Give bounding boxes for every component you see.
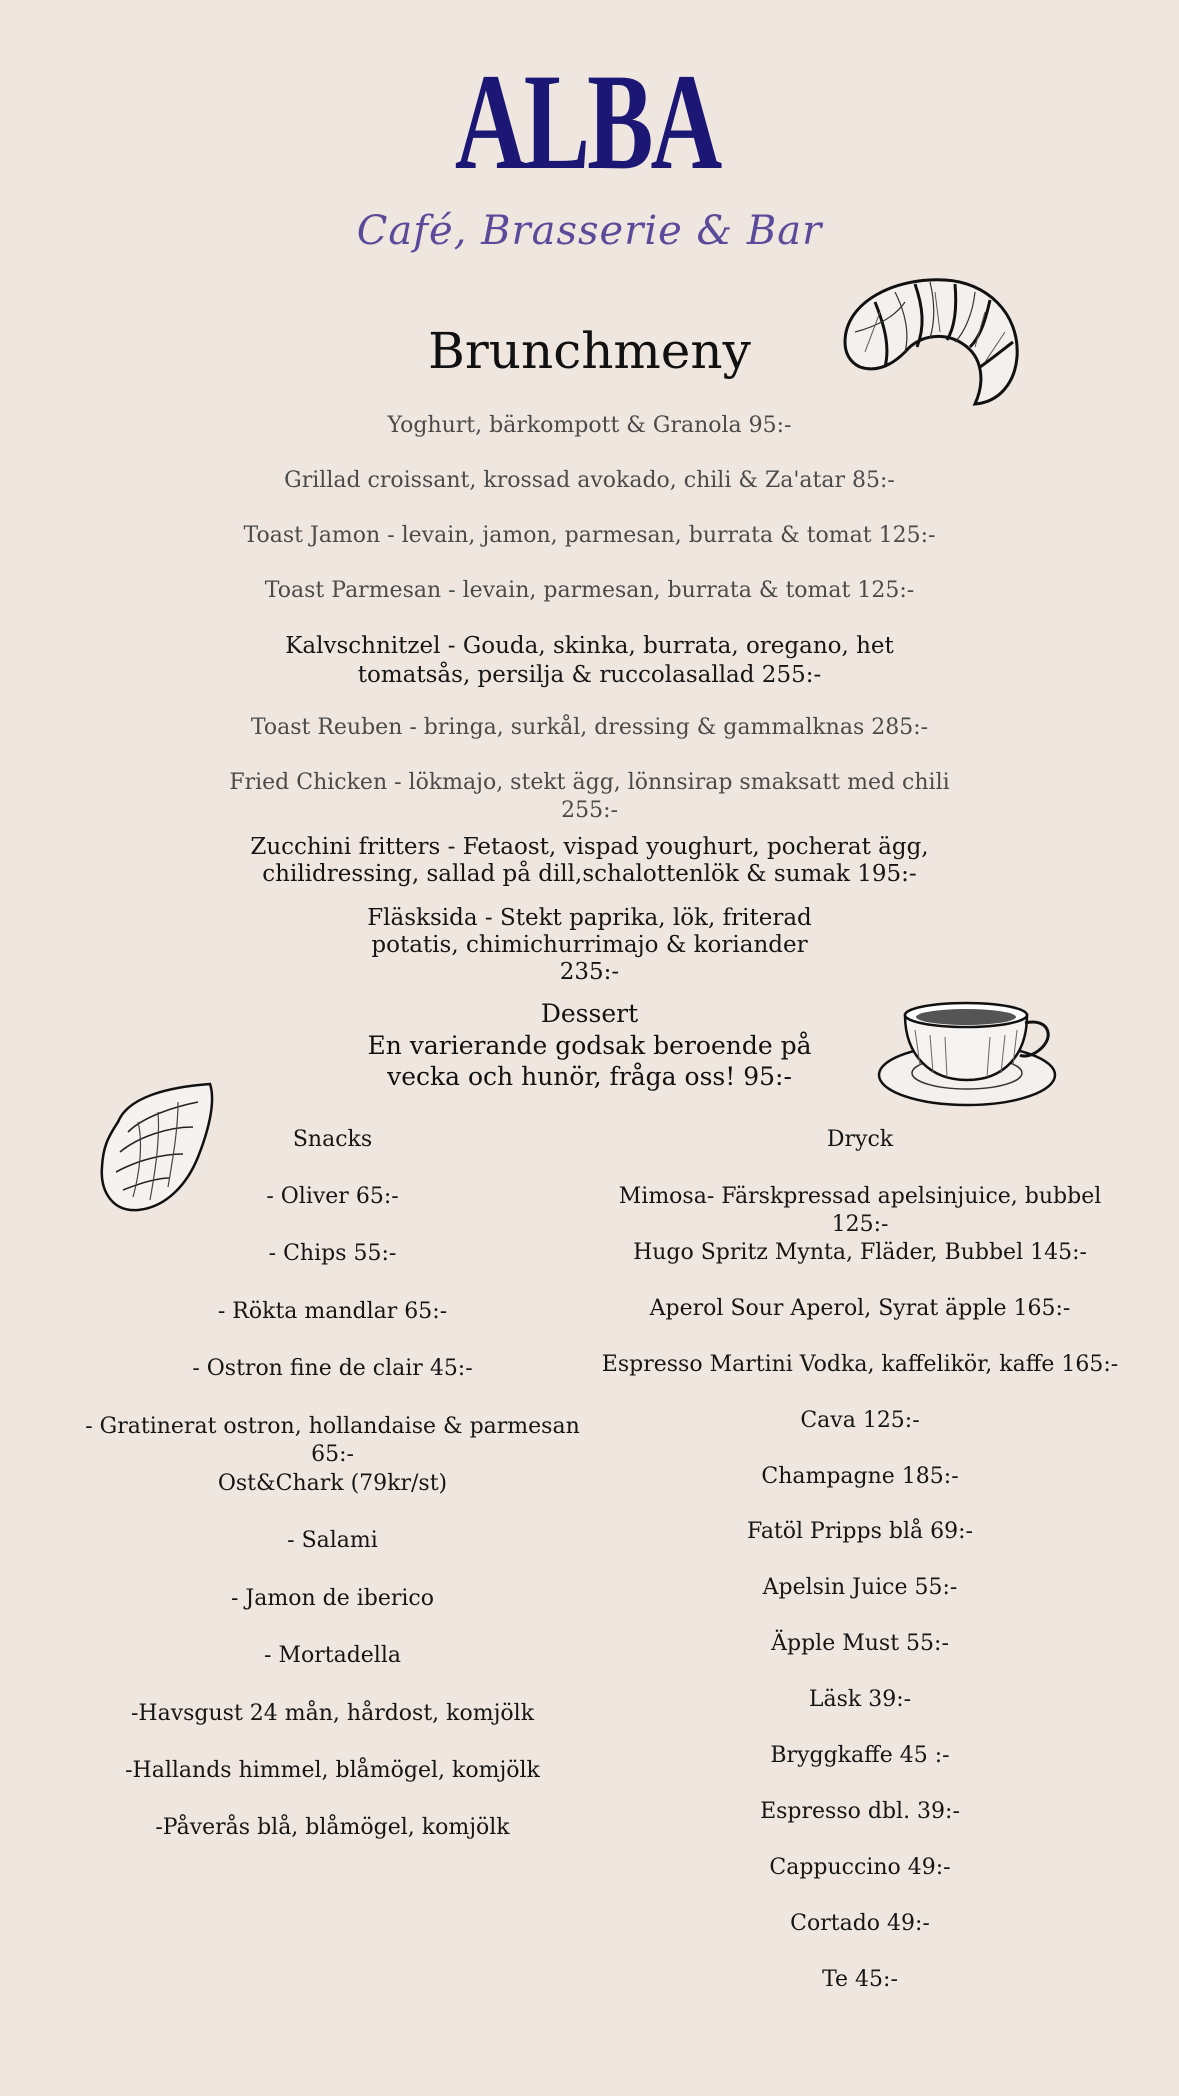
brunch-item-line: Toast Parmesan - levain, parmesan, burrata & tomat 125:-: [264, 578, 915, 603]
snack-item: - Gratinerat ostron, hollandaise & parmesan 65:-: [85, 1413, 580, 1467]
snack-item: - Chips 55:-: [268, 1241, 397, 1267]
snack-item: -Hallands himmel, blåmögel, komjölk: [125, 1758, 540, 1783]
drinks-section: [595, 1126, 1125, 2006]
snack-item: - Jamon de iberico: [231, 1585, 434, 1611]
brunch-item-line: Fläsksida - Stekt paprika, lök, friterad: [367, 905, 812, 931]
dessert-line: En varierande godsak beroende på: [367, 1031, 812, 1060]
brunch-item-line: Yoghurt, bärkompott & Granola 95:-: [387, 413, 792, 438]
croissant-icon: [835, 272, 1025, 412]
snack-item: -Påverås blå, blåmögel, komjölk: [155, 1815, 510, 1841]
brunch-item-line: Fried Chicken - lökmajo, stekt ägg, lönnsirap smaksatt med chili: [229, 770, 950, 795]
brunch-item-line: tomatsås, persilja & ruccolasallad 255:-: [357, 662, 822, 688]
brunch-item-line: Toast Jamon - levain, jamon, parmesan, burrata & tomat 125:-: [243, 523, 936, 548]
dessert-line: vecka och hunör, fråga oss! 95:-: [387, 1062, 792, 1091]
snack-item: - Ostron fine de clair 45:-: [192, 1356, 473, 1382]
snacks-section: [70, 1126, 595, 1866]
drink-item: Espresso Martini Vodka, kaffelikör, kaffe 165:-: [601, 1351, 1119, 1377]
snack-item: - Rökta mandlar 65:-: [217, 1298, 448, 1324]
drink-item: Cortado 49:-: [790, 1910, 930, 1936]
brunch-item-line: potatis, chimichurrimajo & koriander: [371, 932, 808, 958]
drink-item: Espresso dbl. 39:-: [760, 1798, 960, 1824]
brunch-item-line: chilidressing, sallad på dill,schalottenlök & sumak 195:-: [262, 861, 917, 887]
drink-item: Cava 125:-: [800, 1407, 920, 1433]
brand-logo: ALBA: [454, 45, 720, 198]
brunch-item-line: 255:-: [561, 798, 618, 823]
drinks-heading: Dryck: [826, 1127, 894, 1152]
drink-item: Bryggkaffe 45 :-: [770, 1743, 950, 1768]
brunch-item-line: Zucchini fritters - Fetaost, vispad youghurt, pocherat ägg,: [250, 834, 929, 860]
snacks-heading: Snacks: [292, 1127, 373, 1152]
brand-tagline: Café, Brasserie & Bar: [356, 208, 823, 254]
drink-item: Apelsin Juice 55:-: [762, 1575, 958, 1601]
menu-title: Brunchmeny: [428, 322, 751, 380]
snack-item: - Salami: [287, 1528, 378, 1554]
snack-item: - Mortadella: [264, 1643, 401, 1669]
drink-item: Mimosa- Färskpressad apelsinjuice, bubbel 125:-: [618, 1184, 1102, 1237]
drink-item: Äpple Must 55:-: [771, 1631, 949, 1657]
drink-item: Hugo Spritz Mynta, Fläder, Bubbel 145:-: [633, 1239, 1087, 1265]
drink-item: Aperol Sour Aperol, Syrat äpple 165:-: [649, 1295, 1071, 1321]
snack-item: - Oliver 65:-: [266, 1184, 399, 1209]
brunch-item-line: Toast Reuben - bringa, surkål, dressing & gammalknas 285:-: [250, 715, 929, 740]
brunch-item-line: Kalvschnitzel - Gouda, skinka, burrata, oregano, het: [285, 633, 894, 659]
drink-item: Läsk 39:-: [808, 1687, 912, 1713]
snack-item: Ost&Chark (79kr/st): [217, 1471, 448, 1496]
brunch-item-line: Grillad croissant, krossad avokado, chili & Za'atar 85:-: [284, 468, 895, 493]
dessert-heading: Dessert: [540, 999, 639, 1028]
coffee-cup-icon: [875, 995, 1060, 1115]
brunch-item-line: 235:-: [559, 959, 620, 985]
drink-item: Cappuccino 49:-: [769, 1854, 951, 1880]
drink-item: Fatöl Pripps blå 69:-: [747, 1519, 973, 1545]
drink-item: Champagne 185:-: [761, 1463, 959, 1489]
snack-item: -Havsgust 24 mån, hårdost, komjölk: [130, 1700, 535, 1726]
drink-item: Te 45:-: [822, 1966, 898, 1992]
